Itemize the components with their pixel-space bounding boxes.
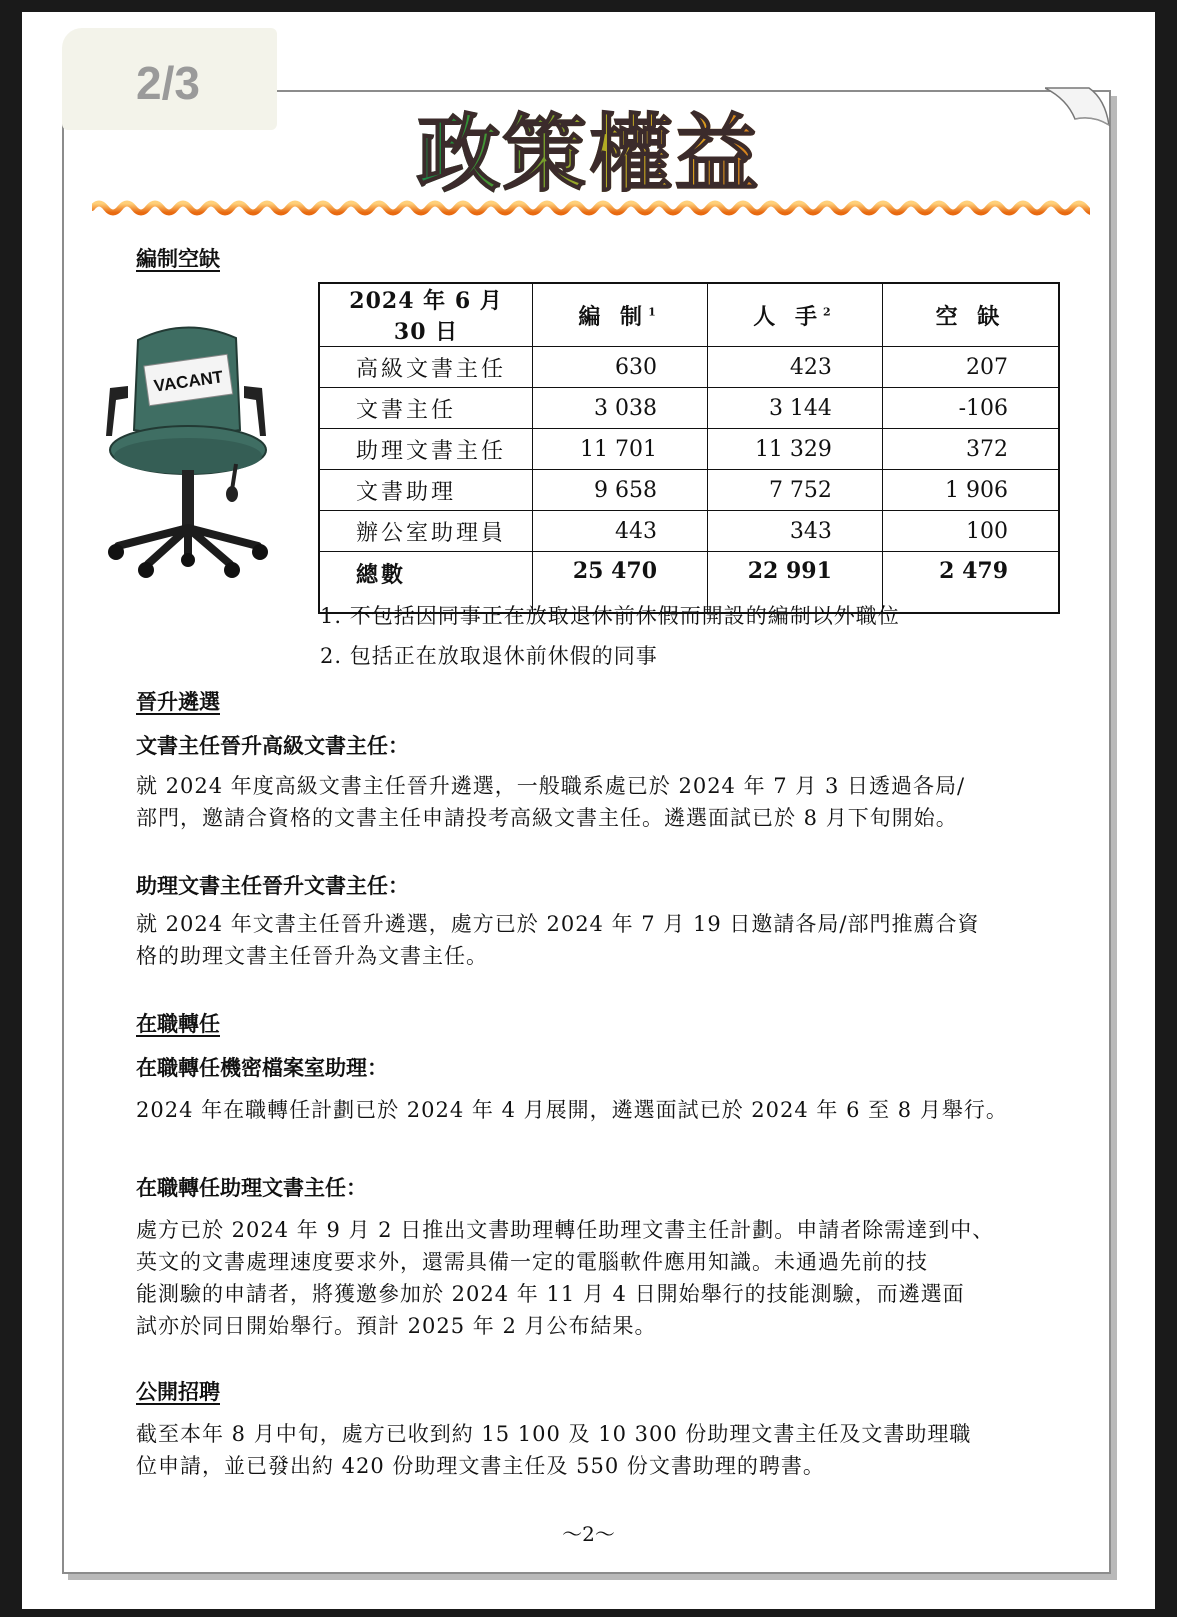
section-heading-promotion: 晉升遴選 [136, 689, 220, 714]
page-number: ～2～ [562, 1522, 615, 1546]
decorative-wave-divider [92, 196, 1090, 220]
banner-title: 政策權益 [0, 112, 1177, 196]
table-row: 文書主任 3 038 3 144 -106 [319, 388, 1059, 429]
paragraph-co-to-sco: 就 2024 年度高級文書主任晉升遴選，一般職系處已於 2024 年 7 月 3 日透過各局/ 部門，邀請合資格的文書主任申請投考高級文書主任。遴選面試已於 8 月下旬開始。 [136, 774, 966, 830]
header-strength: 人 手$^2$ [708, 283, 883, 347]
table-row: 助理文書主任 11 701 11 329 372 [319, 429, 1059, 470]
vacant-chair-image [98, 318, 274, 582]
section-heading-recruitment: 公開招聘 [136, 1379, 220, 1404]
paragraph-recruitment: 截至本年 8 月中旬，處方已收到約 15 100 及 10 300 份助理文書主任及文書助理職 位申請，並已發出約 420 份助理文書主任及 550 份文書助理的聘書。 [136, 1422, 972, 1478]
section-heading-transfer: 在職轉任 [136, 1011, 220, 1036]
table-row: 高級文書主任 630 423 207 [319, 347, 1059, 388]
paragraph-cra-transfer: 2024 年在職轉任計劃已於 2024 年 4 月展開，遴選面試已於 2024 年 6 至 8 月舉行。 [136, 1098, 1008, 1122]
subheading-aco-transfer: 在職轉任助理文書主任： [136, 1175, 367, 1200]
table-row: 文書助理 9 658 7 752 1 906 [319, 470, 1059, 511]
section-heading-vacancy: 編制空缺 [136, 246, 220, 271]
table-total-row: 總數 25 470 22 991 2 479 [319, 552, 1059, 614]
subheading-aco-to-co: 助理文書主任晉升文書主任： [136, 873, 409, 898]
subheading-co-to-sco: 文書主任晉升高級文書主任： [136, 733, 409, 758]
vacancy-table [318, 282, 1060, 614]
header-establishment: 編 制$^1$ [533, 283, 708, 347]
header-vacancy: 空 缺 [882, 283, 1059, 347]
header-date: 2024 年 6 月 30 日 [319, 283, 533, 347]
subheading-cra-transfer: 在職轉任機密檔案室助理： [136, 1055, 388, 1080]
table-row: 辦公室助理員 443 343 100 [319, 511, 1059, 552]
footnote-2: 2. 包括正在放取退休前休假的同事 [320, 644, 658, 668]
paragraph-aco-transfer: 處方已於 2024 年 9 月 2 日推出文書助理轉任助理文書主任計劃。申請者除需達到中、 英文的文書處理速度要求外，還需具備一定的電腦軟件應用知識。未通過先前的技 能測驗的申請者，將獲邀參加於 2024 年 11 月 4 日開始舉行的技能測驗，而遴選面 試亦於同日開始舉行。預計 2025 年 2 月公布結果。 [136, 1218, 995, 1338]
chair-sign-text: VACANT [152, 367, 225, 396]
footnote-1: 1. 不包括因同事正在放取退休前休假而開設的編制以外職位 [320, 604, 900, 628]
page-indicator: 2/3 [62, 28, 277, 130]
table-header-row [319, 283, 1059, 347]
paragraph-aco-to-co: 就 2024 年文書主任晉升遴選，處方已於 2024 年 7 月 19 日邀請各局/部門推薦合資 格的助理文書主任晉升為文書主任。 [136, 912, 980, 968]
